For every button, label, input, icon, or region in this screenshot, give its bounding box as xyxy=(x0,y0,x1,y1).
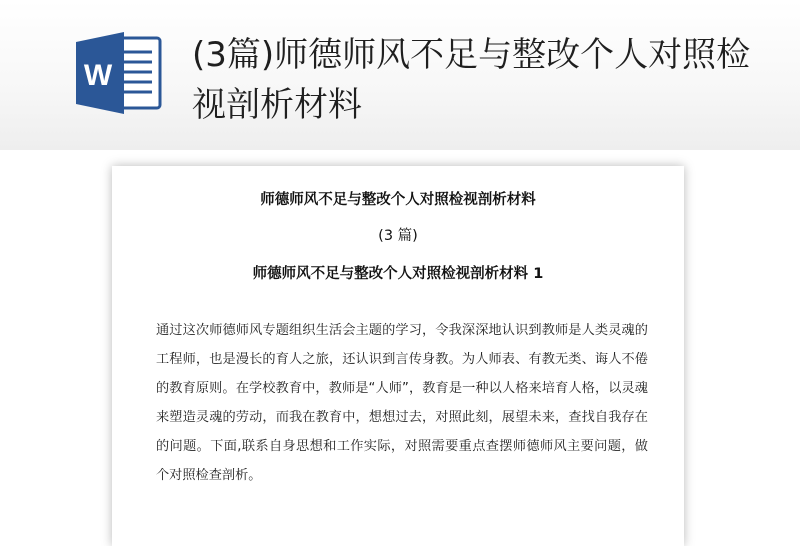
word-document-icon xyxy=(76,32,166,114)
banner-title: (3篇)师德师风不足与整改个人对照检视剖析材料 xyxy=(192,35,751,125)
document-title: 师德师风不足与整改个人对照检视剖析材料 xyxy=(260,192,536,208)
body-paragraph: 通过这次师德师风专题组织生活会主题的学习，令我深深地认识到教师是人类灵魂的工程师，也是漫长的育人之旅，还认识到言传身教。为人师表、有教无类、诲人不倦的教育原则。在学校教育中，教师是“人师”，教育是一种以人格来培育人格，以灵魂来塑造灵魂的劳动，而我在教育中，想想过去，对照此刻，展望未来，查找自我存在的问题。下面,联系自身思想和工作实际，对照需要重点查摆师德师风主要问题，做个对照检查剖析。 xyxy=(156,323,648,483)
document-page xyxy=(112,166,684,546)
banner xyxy=(0,0,800,150)
svg-text:W: W xyxy=(83,59,113,92)
section-title: 师德师风不足与整改个人对照检视剖析材料 1 xyxy=(252,266,544,282)
document-subtitle: (3 篇) xyxy=(378,228,418,244)
